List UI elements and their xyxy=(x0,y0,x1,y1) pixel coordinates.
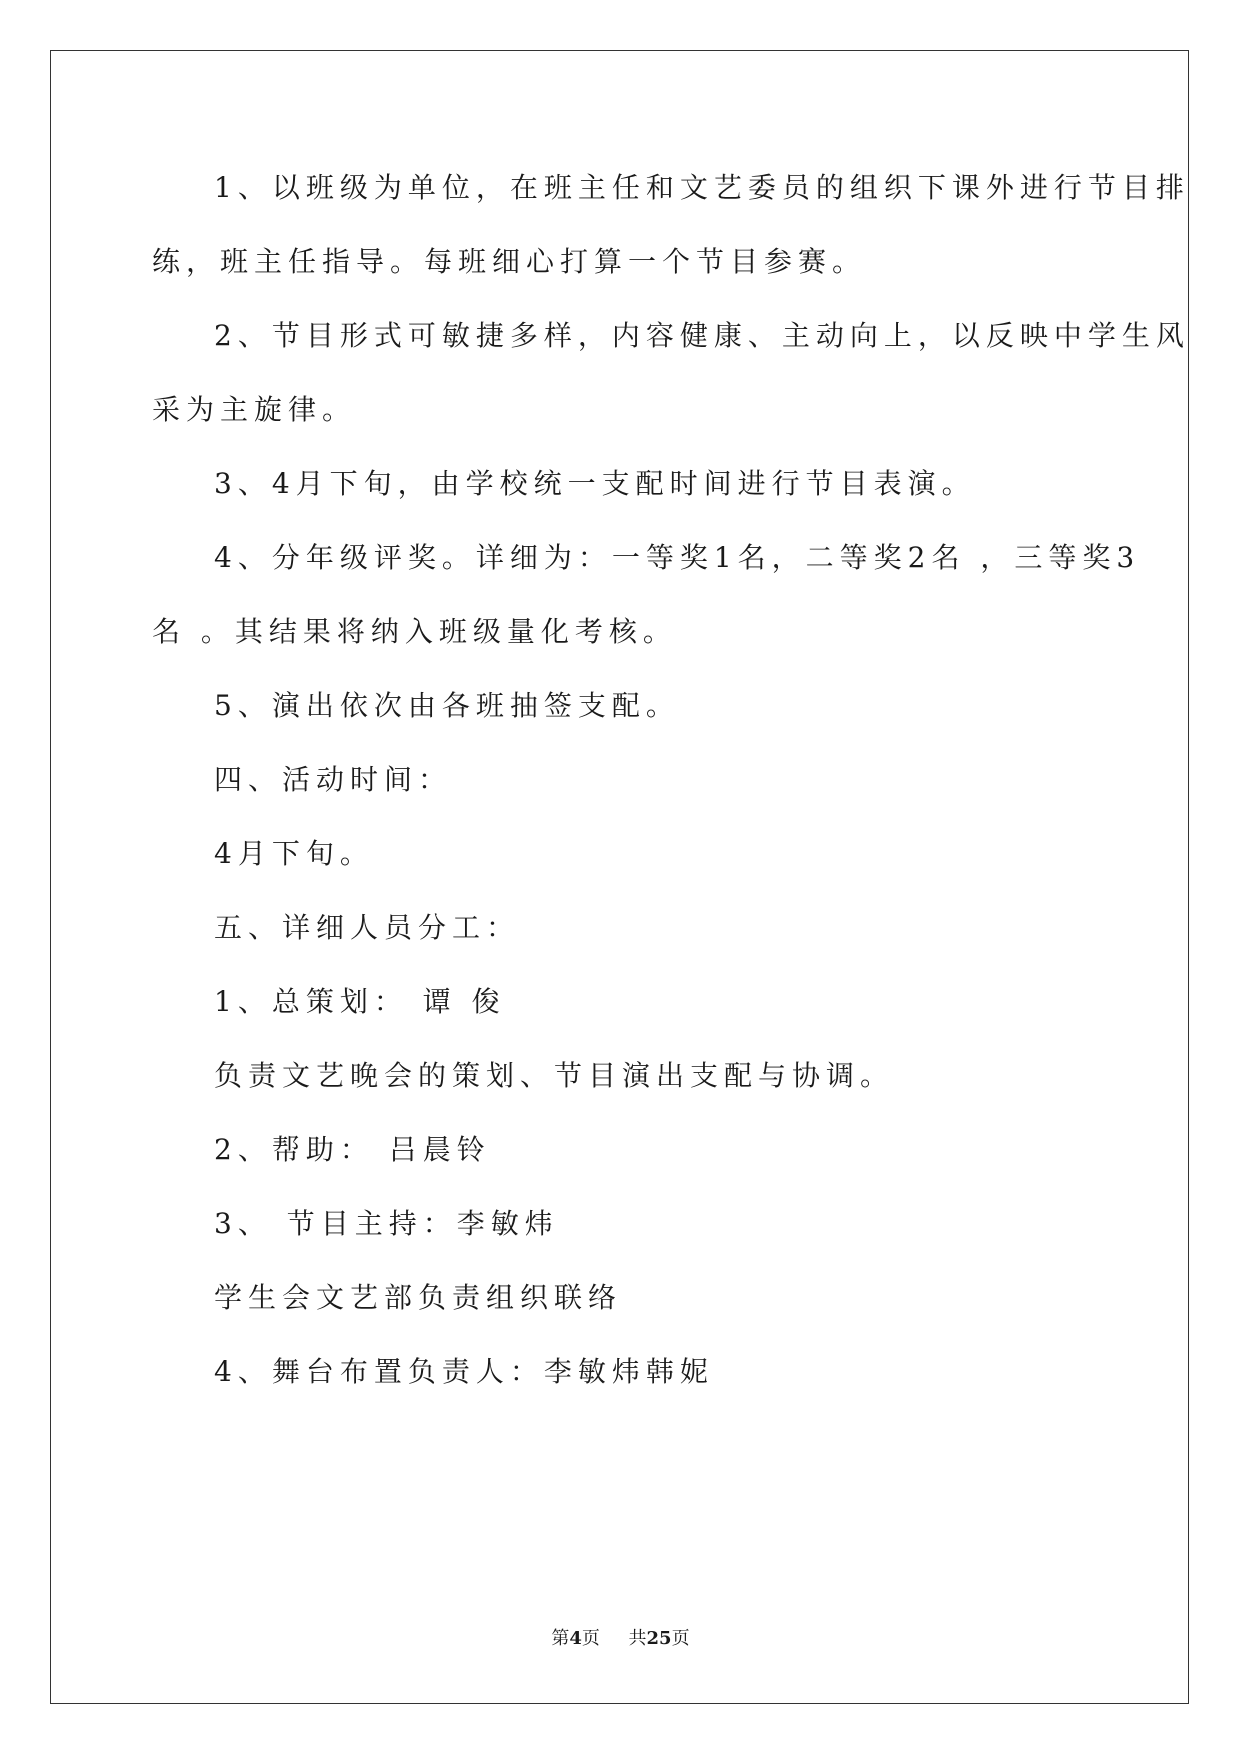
page-number: 4 xyxy=(569,1628,582,1649)
total-prefix: 共 xyxy=(628,1628,647,1649)
paragraph-line: 3、4月下旬，由学校统一支配时间进行节目表演。 xyxy=(214,467,976,500)
paragraph-line: 4、分年级评奖。详细为：一等奖1名，二等奖2名 ，三等奖3 xyxy=(214,541,1141,574)
page-border xyxy=(50,50,1189,1704)
paragraph-line: 负责文艺晚会的策划、节目演出支配与协调。 xyxy=(214,1059,895,1092)
paragraph-line: 练，班主任指导。每班细心打算一个节目参赛。 xyxy=(152,245,867,278)
section-heading: 五、详细人员分工： xyxy=(214,911,521,944)
paragraph-line: 2、帮助： 吕晨铃 xyxy=(214,1133,491,1166)
paragraph-line: 采为主旋律。 xyxy=(152,393,357,426)
paragraph-line: 4月下旬。 xyxy=(214,837,374,870)
paragraph-line: 学生会文艺部负责组织联络 xyxy=(214,1281,623,1314)
paragraph-line: 1、总策划： 谭 俊 xyxy=(214,985,506,1018)
section-heading: 四、活动时间： xyxy=(214,763,453,796)
paragraph-line: 名 。其结果将纳入班级量化考核。 xyxy=(152,615,677,648)
paragraph-line: 2、节目形式可敏捷多样，内容健康、主动向上，以反映中学生风 xyxy=(214,319,1190,352)
paragraph-line: 5、演出依次由各班抽签支配。 xyxy=(214,689,680,722)
paragraph-line: 4、舞台布置负责人：李敏炜韩妮 xyxy=(214,1355,714,1388)
total-suffix: 页 xyxy=(671,1628,690,1649)
page-suffix: 页 xyxy=(581,1628,600,1649)
paragraph-line: 1、以班级为单位，在班主任和文艺委员的组织下课外进行节目排 xyxy=(214,171,1190,204)
paragraph-line: 3、 节目主持：李敏炜 xyxy=(214,1207,559,1240)
page-footer xyxy=(0,1627,1241,1651)
page-prefix: 第 xyxy=(551,1628,570,1649)
total-pages: 25 xyxy=(646,1628,672,1649)
